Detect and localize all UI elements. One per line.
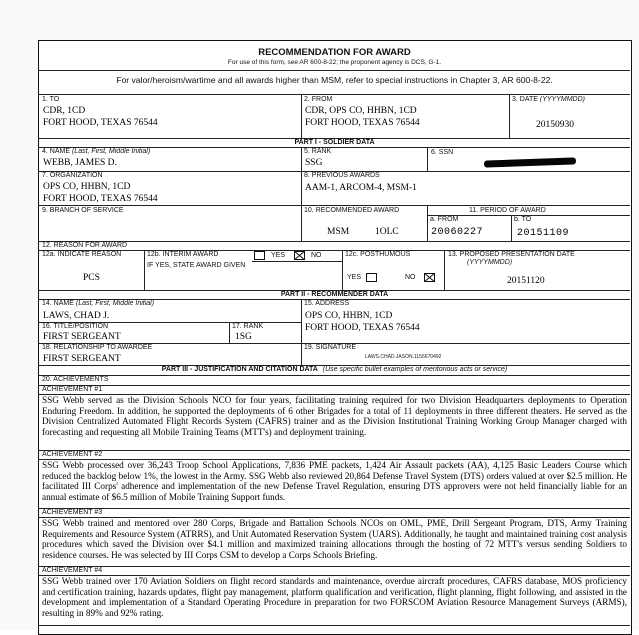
recommender-name-hint: (Last, First, Middle Initial): [75, 300, 155, 307]
period-from-label: a. FROM: [430, 216, 459, 223]
achievements-label: 20. ACHIEVEMENTS: [42, 376, 109, 383]
recommender-name-value: LAWS, CHAD J.: [43, 311, 110, 321]
period-to-value: 20151109: [517, 228, 570, 239]
organization-label: 7. ORGANIZATION: [42, 172, 103, 179]
interim-award-label: 12b. INTERIM AWARD: [147, 251, 219, 258]
achievement-2-label: ACHIEVEMENT #2: [42, 451, 103, 458]
date-format: (YYYYMMDD): [539, 96, 586, 103]
achievement-4-label: ACHIEVEMENT #4: [42, 567, 103, 574]
recommender-rank-label: 17. RANK: [232, 323, 264, 330]
form-subtitle: For use of this form, see AR 600-8-22; the proponent agency is DCS, G-1.: [227, 59, 442, 66]
part1-title: PART I - SOLDIER DATA: [294, 139, 375, 146]
to-line-1: CDR, 1CD: [43, 106, 86, 116]
award-form: [38, 40, 632, 635]
achievement-1-label: ACHIEVEMENT #1: [42, 386, 103, 393]
relationship-value: FIRST SERGEANT: [43, 354, 121, 364]
presentation-date-format: (YYYYMMDD): [467, 259, 513, 266]
organization-line-2: FORT HOOD, TEXAS 76544: [43, 194, 158, 204]
interim-no-label: NO: [311, 252, 322, 259]
achievement-4-text: SSG Webb trained over 170 Aviation Soldiers on flight record standards and maintenance, overdue aircraft procedures, CAFRS database, MOS proficiency and certification training, hazards updates, flight pay management, platform qualification and verification, flight planning, flight following, and assisted in the development and implementation of a Standard Operating Procedure in preparation for two FORSCOM Aviation Resource Management Surveys (ARMS), resulting in 89% and 92% rating.: [42, 576, 627, 618]
relationship-label: 18. RELATIONSHIP TO AWARDEE: [42, 344, 153, 351]
date-label: [512, 96, 585, 104]
interim-yes-checkbox[interactable]: [254, 251, 265, 260]
date-label-text: 3. DATE: [512, 96, 538, 103]
organization-line-1: OPS CO, HHBN, 1CD: [43, 182, 131, 192]
indicate-reason-label: 12a. INDICATE REASON: [42, 251, 122, 258]
posthumous-no-label: NO: [405, 274, 416, 281]
soldier-name-label-text: 4. NAME: [42, 148, 71, 155]
recommender-name-label-text: 14. NAME: [42, 300, 74, 307]
interim-yes-label: YES: [271, 252, 286, 259]
indicate-reason-value: PCS: [83, 273, 100, 283]
achievement-1-text: SSG Webb served as the Division Schools NCO for four years, facilitating training required for two Division Headquarters deployments to Operation Enduring Freedom. In addition, he supported the deployments of 6 other Brigades for a total of 11 deployments in three different theaters. He served as the Division Centralized Automated Flight Records System (CAFRS) trainer and as the Division Institutional Training Working Group Manager charged with forecasting and requesting all Mobile Training Teams (MTT's) and deployment training.: [42, 395, 627, 437]
achievement-2-text: SSG Webb processed over 36,243 Troop School Applications, 7,836 PME packets, 1,424 Air Assault packets (AA), 4,125 Basic Leaders Course which reduced the backlog below 1%, the lowest in the Army. SSG Webb also reviewed 20,864 Defense Travel System (DTS) orders valued at over $2.5 million. He facilitated III Corps' adherence and implementation of the new Defense Travel Regulation, ensuring DTS approvers were not held financially liable for an annual estimate of $6.5 million of Mobile Training Support funds.: [42, 460, 627, 502]
interim-no-checkbox[interactable]: [294, 251, 305, 260]
form-instruction: For valor/heroism/wartime and all awards higher than MSM, refer to special instructions in Chapter 3, AR 600-8-22.: [116, 75, 553, 85]
soldier-name-label: [42, 148, 150, 156]
previous-awards-label: 8. PREVIOUS AWARDS: [304, 172, 380, 179]
period-from-value: 20060227: [431, 227, 484, 238]
presentation-date-value: 20151120: [507, 276, 545, 286]
to-label: 1. TO: [42, 96, 60, 103]
part3-title-hint: (Use specific bullet examples of meritorious acts or service): [322, 366, 508, 373]
part3-title: PART III - JUSTIFICATION AND CITATION DATA: [161, 366, 318, 373]
period-to-label: b. TO: [514, 216, 532, 223]
title-position-label: 16. TITLE/POSITION: [42, 323, 109, 330]
recommender-address-line-2: FORT HOOD, TEXAS 76544: [305, 323, 420, 333]
recommender-rank-value: 1SG: [235, 332, 252, 342]
period-label: 11. PERIOD OF AWARD: [469, 207, 546, 214]
posthumous-label: 12c. POSTHUMOUS: [345, 251, 411, 258]
digital-signature: LAWS.CHAD.JASON.1156670492: [365, 354, 442, 360]
to-line-2: FORT HOOD, TEXAS 76544: [43, 118, 158, 128]
recommended-award-label: 10. RECOMMENDED AWARD: [304, 207, 400, 214]
recommender-address-line-1: OPS CO, HHBN, 1CD: [305, 311, 393, 321]
posthumous-yes-checkbox[interactable]: [366, 273, 377, 282]
presentation-date-label: 13. PROPOSED PRESENTATION DATE: [448, 251, 575, 258]
reason-label: 12. REASON FOR AWARD: [42, 242, 128, 249]
recommender-name-label: [42, 300, 154, 308]
title-position-value: FIRST SERGEANT: [43, 332, 121, 342]
part3-title-row: [39, 366, 630, 373]
recommended-award-olc: 1OLC: [375, 227, 399, 237]
form-title: RECOMMENDATION FOR AWARD: [258, 47, 411, 58]
posthumous-yes-label: YES: [347, 274, 362, 281]
achievement-3-label: ACHIEVEMENT #3: [42, 509, 103, 516]
recommender-address-label: 15. ADDRESS: [304, 300, 350, 307]
previous-awards-value: AAM-1, ARCOM-4, MSM-1: [305, 183, 417, 193]
soldier-name-hint: (Last, First, Middle Initial): [71, 148, 151, 155]
signature-label: 19. SIGNATURE: [304, 344, 356, 351]
soldier-rank-value: SSG: [305, 158, 323, 168]
branch-label: 9. BRANCH OF SERVICE: [42, 207, 124, 214]
date-value: 20150930: [536, 120, 574, 130]
ssn-label: 6. SSN: [431, 149, 454, 156]
from-line-1: CDR, OPS CO, HHBN, 1CD: [305, 106, 417, 116]
from-label: 2. FROM: [304, 96, 333, 103]
soldier-name-value: WEBB, JAMES D.: [43, 158, 117, 168]
recommended-award-value: MSM: [327, 227, 350, 237]
ssn-redaction: [484, 157, 576, 167]
soldier-rank-label: 5. RANK: [304, 148, 332, 155]
part2-title: PART II - RECOMMENDER DATA: [280, 291, 389, 298]
interim-given-label: IF YES, STATE AWARD GIVEN: [147, 262, 246, 269]
from-line-2: FORT HOOD, TEXAS 76544: [305, 118, 420, 128]
posthumous-no-checkbox[interactable]: [424, 273, 435, 282]
achievement-3-text: SSG Webb trained and mentored over 280 Corps, Brigade and Battalion Schools NCOs on OML, PME, Drill Sergeant Program, DTS, Army Training Requirements and Resource System (ATRRS), and Unit Automated Reservation System (UARS). Additionally, he taught and maintained training cost analysis procedures which saved the Division over $4.1 million and maximized training allocations through the hosting of 72 MTT's versus sending Soldiers to residence courses. He was selected by III Corps CSM to develop a Corps Schools Briefing.: [42, 518, 627, 560]
